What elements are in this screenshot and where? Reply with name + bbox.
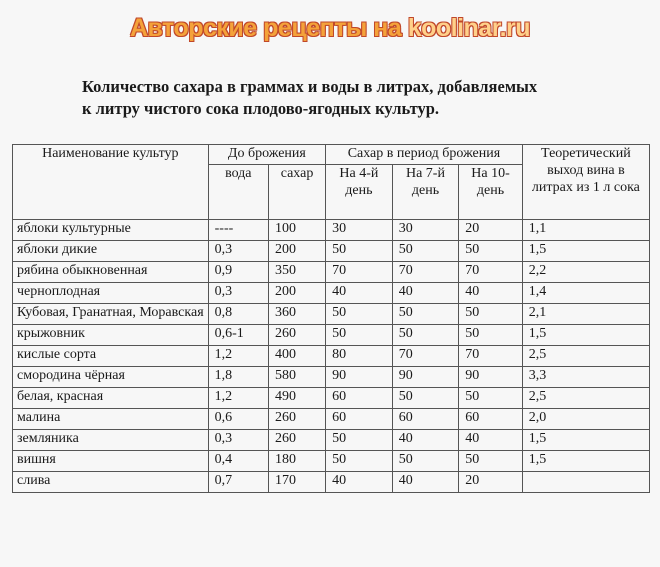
cell-culture-name: Кубовая, Гранатная, Моравская bbox=[13, 304, 209, 325]
cell-day-4: 50 bbox=[326, 451, 393, 472]
cell-day-7: 50 bbox=[392, 304, 459, 325]
cell-sugar: 490 bbox=[268, 388, 325, 409]
cell-day-7: 50 bbox=[392, 325, 459, 346]
cell-culture-name: смородина чёрная bbox=[13, 367, 209, 388]
cell-day-4: 60 bbox=[326, 409, 393, 430]
header-day-10: На 10-день bbox=[459, 165, 523, 220]
site-banner bbox=[0, 14, 660, 43]
cell-culture-name: крыжовник bbox=[13, 325, 209, 346]
table-row bbox=[13, 220, 650, 241]
cell-day-10: 40 bbox=[459, 283, 523, 304]
cell-sugar: 100 bbox=[268, 220, 325, 241]
header-day-4: На 4-й день bbox=[326, 165, 393, 220]
table-row bbox=[13, 325, 650, 346]
header-water: вода bbox=[208, 165, 268, 220]
cell-water: 0,3 bbox=[208, 430, 268, 451]
cell-sugar: 180 bbox=[268, 451, 325, 472]
cell-day-7: 70 bbox=[392, 346, 459, 367]
cell-culture-name: малина bbox=[13, 409, 209, 430]
cell-water: 0,4 bbox=[208, 451, 268, 472]
header-before-fermentation: До брожения bbox=[208, 145, 325, 165]
cell-wine-yield: 2,5 bbox=[522, 388, 649, 409]
cell-wine-yield: 2,1 bbox=[522, 304, 649, 325]
cell-day-7: 30 bbox=[392, 220, 459, 241]
cell-water: 1,8 bbox=[208, 367, 268, 388]
table-row bbox=[13, 241, 650, 262]
cell-day-4: 50 bbox=[326, 304, 393, 325]
cell-wine-yield: 1,5 bbox=[522, 325, 649, 346]
header-sugar: сахар bbox=[268, 165, 325, 220]
cell-culture-name: белая, красная bbox=[13, 388, 209, 409]
cell-sugar: 580 bbox=[268, 367, 325, 388]
table-row bbox=[13, 346, 650, 367]
cell-day-7: 40 bbox=[392, 283, 459, 304]
cell-culture-name: слива bbox=[13, 472, 209, 493]
cell-sugar: 200 bbox=[268, 241, 325, 262]
table-row bbox=[13, 409, 650, 430]
cell-water: 0,8 bbox=[208, 304, 268, 325]
cell-day-4: 50 bbox=[326, 430, 393, 451]
cell-water: 1,2 bbox=[208, 346, 268, 367]
cell-day-4: 40 bbox=[326, 283, 393, 304]
cell-day-4: 40 bbox=[326, 472, 393, 493]
banner-prefix: Авторские рецепты на bbox=[129, 14, 408, 42]
table-row bbox=[13, 367, 650, 388]
cell-wine-yield: 2,5 bbox=[522, 346, 649, 367]
cell-day-10: 50 bbox=[459, 451, 523, 472]
cell-day-10: 50 bbox=[459, 388, 523, 409]
table-row bbox=[13, 262, 650, 283]
table-row bbox=[13, 388, 650, 409]
cell-water: 1,2 bbox=[208, 388, 268, 409]
header-sugar-during-fermentation: Сахар в период брожения bbox=[326, 145, 523, 165]
cell-culture-name: вишня bbox=[13, 451, 209, 472]
cell-water: 0,3 bbox=[208, 283, 268, 304]
cell-sugar: 170 bbox=[268, 472, 325, 493]
cell-wine-yield: 2,0 bbox=[522, 409, 649, 430]
cell-day-7: 40 bbox=[392, 430, 459, 451]
banner-domain: koolinar.ru bbox=[407, 14, 531, 42]
table-row bbox=[13, 472, 650, 493]
table-row bbox=[13, 451, 650, 472]
cell-day-7: 50 bbox=[392, 241, 459, 262]
cell-day-10: 70 bbox=[459, 346, 523, 367]
cell-sugar: 360 bbox=[268, 304, 325, 325]
cell-culture-name: яблоки культурные bbox=[13, 220, 209, 241]
cell-day-7: 90 bbox=[392, 367, 459, 388]
cell-wine-yield: 2,2 bbox=[522, 262, 649, 283]
cell-day-7: 50 bbox=[392, 451, 459, 472]
cell-wine-yield: 1,5 bbox=[522, 430, 649, 451]
cell-sugar: 260 bbox=[268, 409, 325, 430]
cell-water: ---- bbox=[208, 220, 268, 241]
cell-culture-name: яблоки дикие bbox=[13, 241, 209, 262]
table-row bbox=[13, 430, 650, 451]
cell-sugar: 260 bbox=[268, 430, 325, 451]
cell-wine-yield: 1,5 bbox=[522, 241, 649, 262]
cell-day-4: 50 bbox=[326, 325, 393, 346]
cell-day-10: 50 bbox=[459, 304, 523, 325]
cell-culture-name: черноплодная bbox=[13, 283, 209, 304]
cell-water: 0,6-1 bbox=[208, 325, 268, 346]
cell-day-7: 40 bbox=[392, 472, 459, 493]
cell-day-10: 40 bbox=[459, 430, 523, 451]
header-culture-name: Наименование культур bbox=[13, 145, 209, 220]
cell-day-10: 70 bbox=[459, 262, 523, 283]
cell-day-4: 80 bbox=[326, 346, 393, 367]
cell-water: 0,9 bbox=[208, 262, 268, 283]
cell-sugar: 200 bbox=[268, 283, 325, 304]
cell-culture-name: земляника bbox=[13, 430, 209, 451]
cell-culture-name: кислые сорта bbox=[13, 346, 209, 367]
cell-water: 0,6 bbox=[208, 409, 268, 430]
table-row bbox=[13, 304, 650, 325]
cell-wine-yield: 1,1 bbox=[522, 220, 649, 241]
cell-water: 0,3 bbox=[208, 241, 268, 262]
header-wine-yield: Теоретический выход вина в литрах из 1 л сока bbox=[522, 145, 649, 220]
cell-day-10: 50 bbox=[459, 241, 523, 262]
header-day-7: На 7-й день bbox=[392, 165, 459, 220]
cell-wine-yield: 3,3 bbox=[522, 367, 649, 388]
table-row bbox=[13, 283, 650, 304]
cell-day-10: 90 bbox=[459, 367, 523, 388]
page-title bbox=[82, 76, 622, 120]
cell-day-4: 50 bbox=[326, 241, 393, 262]
cell-day-4: 60 bbox=[326, 388, 393, 409]
cell-day-7: 70 bbox=[392, 262, 459, 283]
cell-day-7: 60 bbox=[392, 409, 459, 430]
cell-day-4: 90 bbox=[326, 367, 393, 388]
cell-sugar: 400 bbox=[268, 346, 325, 367]
cell-day-4: 30 bbox=[326, 220, 393, 241]
cell-day-10: 20 bbox=[459, 220, 523, 241]
cell-sugar: 260 bbox=[268, 325, 325, 346]
title-line-2: к литру чистого сока плодово-ягодных культур. bbox=[82, 99, 440, 118]
cell-sugar: 350 bbox=[268, 262, 325, 283]
cell-water: 0,7 bbox=[208, 472, 268, 493]
cell-day-10: 60 bbox=[459, 409, 523, 430]
title-line-1: Количество сахара в граммах и воды в литрах, добавляемых bbox=[82, 77, 538, 96]
cell-wine-yield: 1,4 bbox=[522, 283, 649, 304]
cell-wine-yield: 1,5 bbox=[522, 451, 649, 472]
cell-culture-name: рябина обыкновенная bbox=[13, 262, 209, 283]
cell-day-10: 20 bbox=[459, 472, 523, 493]
sugar-water-table bbox=[12, 144, 650, 493]
cell-day-10: 50 bbox=[459, 325, 523, 346]
cell-wine-yield bbox=[522, 472, 649, 493]
cell-day-7: 50 bbox=[392, 388, 459, 409]
cell-day-4: 70 bbox=[326, 262, 393, 283]
